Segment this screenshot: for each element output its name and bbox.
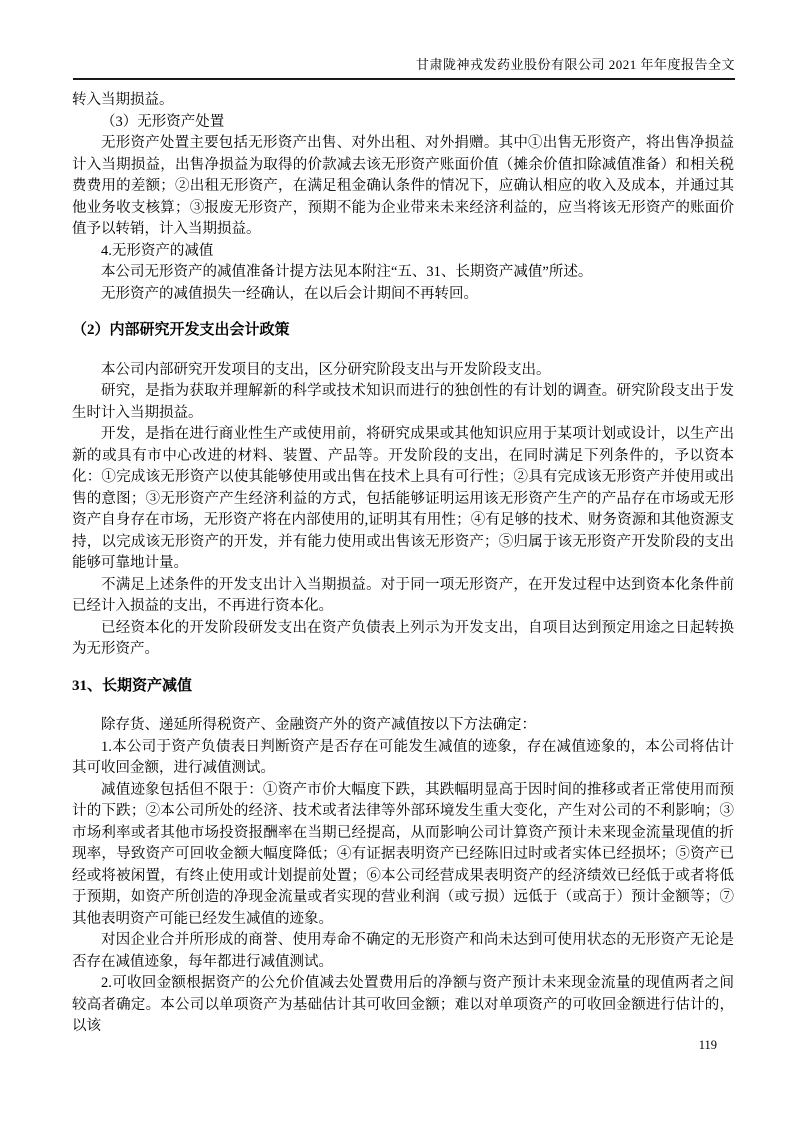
section-heading: 31、长期资产减值 <box>72 677 193 694</box>
paragraph: 本公司无形资产的减值准备计提方法见本附注“五、31、长期资产减值”所述。 <box>101 264 593 280</box>
paragraph: 开发，是指在进行商业性生产或使用前，将研究成果或其他知识应用于某项计划或设计，以生产出新的或具有市中心改进的材料、装置、产品等。开发阶段的支出，在同时满足下列条件的，予以资本化：①完成该无形资产以使其能够使用或出售在技术上具有可行性；②具有完成该无形资产并使用或出售的意图；③无形资产产生经济利益的方式，包括能够证明运用该无形资产生产的产品存在市场或无形资产自身存在市场，无形资产将在内部使用的,证明其有用性；④有足够的技术、财务资源和其他资源支持，以完成该无形资产的开发，并有能力使用或出售该无形资产；⑤归属于该无形资产开发阶段的支出能够可靠地计量。 <box>72 426 734 571</box>
paragraph: 无形资产处置主要包括无形资产出售、对外出租、对外捐赠。其中①出售无形资产，将出售净损益计入当期损益，出售净损益为取得的价款减去该无形资产账面价值（摊余价值扣除减值准备）和相关税费费用的差额；②出租无形资产，在满足租金确认条件的情况下，应确认相应的收入及成本，并通过其他业务收支核算；③报废无形资产，预期不能为企业带来未来经济利益的，应当将该无形资产的账面价值予以转销，计入当期损益。 <box>72 135 734 237</box>
report-header-title: 甘肃陇神戎发药业股份有限公司 2021 年年度报告全文 <box>415 57 735 72</box>
page-number: 119 <box>698 1038 717 1052</box>
paragraph: 1.本公司于资产负债表日判断资产是否存在可能发生减值的迹象，存在减值迹象的，本公司将估计其可收回金额，进行减值测试。 <box>72 738 734 776</box>
paragraph: 减值迹象包括但不限于：①资产市价大幅度下跌，其跌幅明显高于因时间的推移或者正常使用而预计的下跌；②本公司所处的经济、技术或者法律等外部环境发生重大变化，产生对公司的不利影响；③市场利率或者其他市场投资报酬率在当期已经提高，从而影响公司计算资产预计未来现金流量现值的折现率，导致资产可回收金额大幅度降低；④有证据表明资产已经陈旧过时或者实体已经损坏；⑤资产已经或将被闲置，有终止使用或计划提前处置；⑥本公司经营成果表明资产的经济绩效已经低于或者将低于预期，如资产所创造的净现金流量或者实现的营业利润（或亏损）远低于（或高于）预计金额等；⑦其他表明资产可能已经发生减值的迹象。 <box>72 781 734 927</box>
subsection-heading: （3）无形资产处置 <box>101 113 225 130</box>
page-header <box>73 54 735 80</box>
paragraph: 本公司内部研究开发项目的支出，区分研究阶段支出与开发阶段支出。 <box>101 361 551 378</box>
paragraph: 除存货、递延所得税资产、金融资产外的资产减值按以下方法确定： <box>101 717 536 733</box>
paragraph-continuation: 转入当期损益。 <box>72 92 174 108</box>
paragraph: 2.可收回金额根据资产的公允价值减去处置费用后的净额与资产预计未来现金流量的现值两者之间较高者确定。本公司以单项资产为基础估计其可收回金额；难以对单项资产的可收回金额进行估计的，以该 <box>72 975 734 1034</box>
paragraph: 对因企业合并所形成的商誉、使用寿命不确定的无形资产和尚未达到可使用状态的无形资产无论是否存在减值迹象，每年都进行减值测试。 <box>72 932 734 970</box>
page-footer <box>72 1038 717 1053</box>
paragraph: 无形资产的减值损失一经确认，在以后会计期间不再转回。 <box>101 285 478 302</box>
paragraph: 研究，是指为获取并理解新的科学或技术知识而进行的独创性的有计划的调查。研究阶段支出于发生时计入当期损益。 <box>72 383 734 421</box>
document-body <box>72 90 734 1038</box>
subsection-heading: 4.无形资产的减值 <box>101 242 214 259</box>
paragraph: 不满足上述条件的开发支出计入当期损益。对于同一项无形资产，在开发过程中达到资本化条件前已经计入损益的支出，不再进行资本化。 <box>72 576 734 614</box>
section-heading: （2）内部研究开发支出会计政策 <box>72 322 290 338</box>
paragraph: 已经资本化的开发阶段研发支出在资产负债表上列示为开发支出，自项目达到预定用途之日起转换为无形资产。 <box>72 619 734 657</box>
